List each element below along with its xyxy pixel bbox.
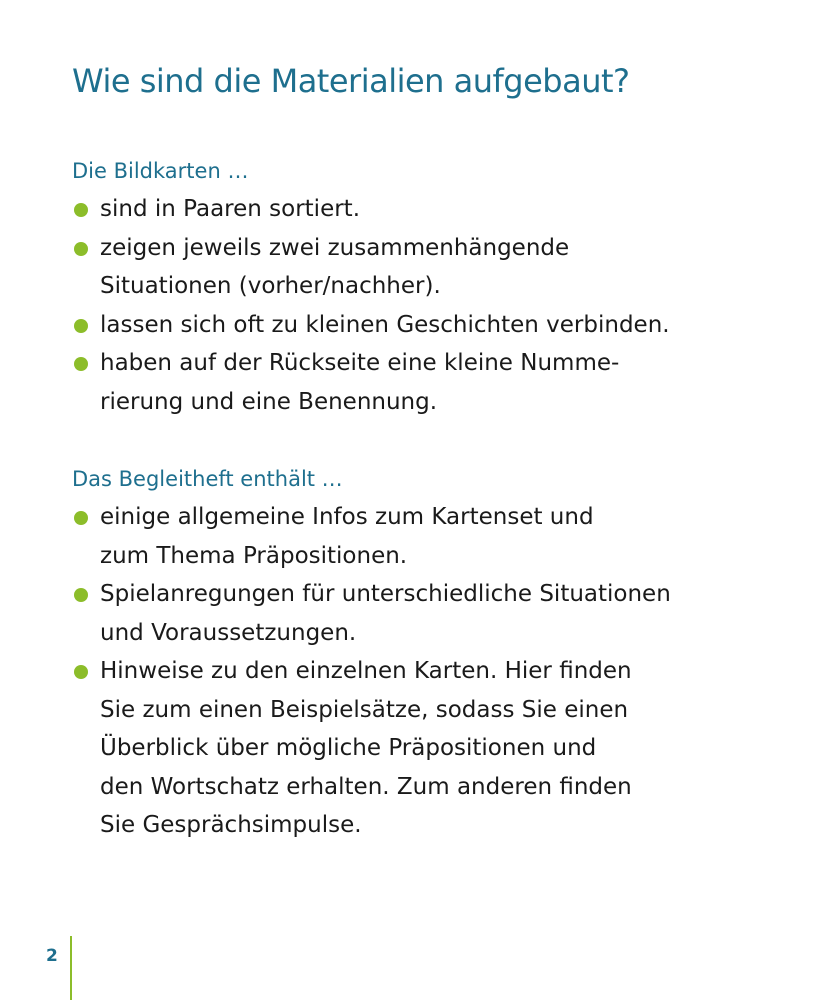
bullet-dot-icon bbox=[74, 242, 88, 256]
section-begleitheft bbox=[72, 460, 772, 845]
page-margin-rule bbox=[70, 936, 72, 1000]
bullet-list bbox=[72, 190, 772, 421]
list-item-text: Hinweise zu den einzelnen Karten. Hier finden Sie zum einen Beispielsätze, sodass Sie einen Überblick über mögliche Präpositionen und den Wortschatz erhalten. Zum anderen finden Sie Gesprächsimpulse. bbox=[100, 658, 632, 838]
list-item-text: sind in Paaren sortiert. bbox=[100, 196, 361, 222]
bullet-dot-icon bbox=[74, 588, 88, 602]
section-heading: Die Bildkarten … bbox=[72, 159, 249, 183]
section-bildkarten bbox=[72, 152, 772, 421]
list-item bbox=[72, 190, 772, 229]
page-title: Wie sind die Materialien aufgebaut? bbox=[72, 62, 630, 100]
list-item bbox=[72, 498, 772, 575]
bullet-dot-icon bbox=[74, 203, 88, 217]
list-item-text: haben auf der Rückseite eine kleine Numme- rierung und eine Benennung. bbox=[100, 350, 620, 415]
bullet-dot-icon bbox=[74, 357, 88, 371]
bullet-dot-icon bbox=[74, 319, 88, 333]
list-item bbox=[72, 652, 772, 845]
bullet-list bbox=[72, 498, 772, 845]
list-item-text: lassen sich oft zu kleinen Geschichten verbinden. bbox=[100, 311, 670, 338]
list-item bbox=[72, 306, 772, 345]
bullet-dot-icon bbox=[74, 665, 88, 679]
list-item-text: Spielanregungen für unterschiedliche Situationen und Voraussetzungen. bbox=[100, 581, 671, 646]
list-item bbox=[72, 229, 772, 306]
list-item-text: einige allgemeine Infos zum Kartenset und zum Thema Präpositionen. bbox=[100, 504, 594, 569]
page-number: 2 bbox=[46, 946, 58, 966]
section-heading: Das Begleitheft enthält … bbox=[72, 467, 343, 491]
list-item-text: zeigen jeweils zwei zusammenhängende Situationen (vorher/nachher). bbox=[100, 234, 570, 299]
list-item bbox=[72, 575, 772, 652]
bullet-dot-icon bbox=[74, 511, 88, 525]
list-item bbox=[72, 344, 772, 421]
